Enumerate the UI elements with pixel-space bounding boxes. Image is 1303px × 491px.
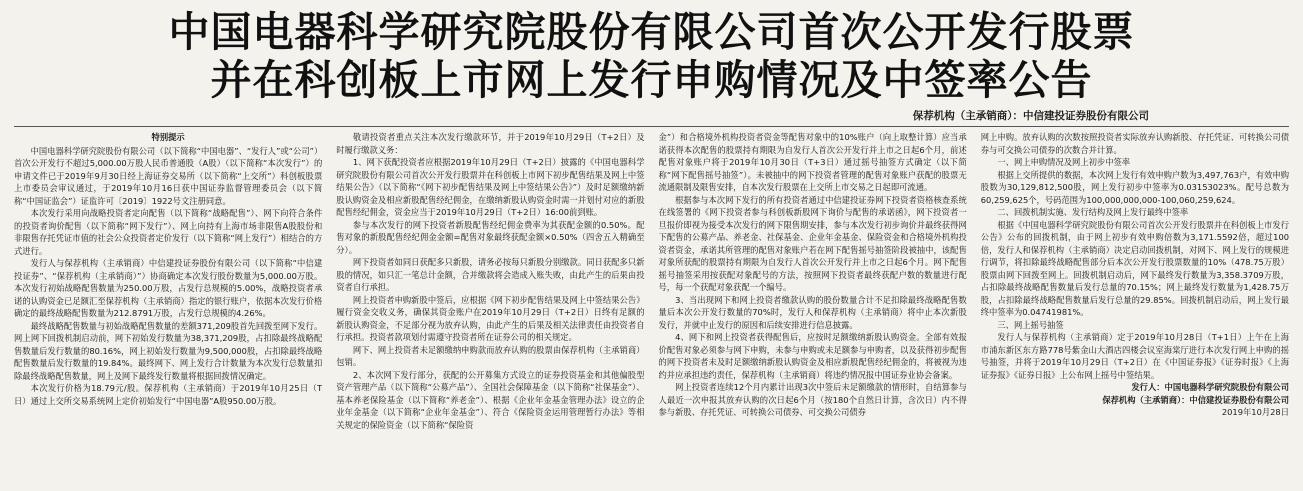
paragraph: 网上申购。放弃认购的次数按照投资者实际放弃认购新股、存托凭证、可转换公司债券与可交换公司债券的次数合并计算。 (980, 132, 1289, 155)
paragraph: 根据《中国电器科学研究院股份有限公司首次公开发行股票并在科创板上市发行公告》公布的回拨机制，由于网上初步有效申购倍数为3,171.5592倍，超过100倍，发行人和保荐机构（主承销商）决定启动回拨机制，对网下、网上发行的规模进行调节，将扣除最终战略配售部分后本次公开发行股票数量的10%（478.75万股）股票由网下回拨至网上。回拨机制启动后，网下最终发行数量为3,358.3709万股，占扣除最终战略配售数量后发行总量的70.15%；网上最终发行数量为1,428.75万股，占扣除最终战略配售数量后发行总量的29.85%。回拨机制启动后，网上发行最终中签率为0.04741981%。 (980, 219, 1289, 317)
paragraph: 参与本次发行的网下投资者新股配售经纪佣金费率为其获配金额的0.50%。配售对象的新股配售经纪佣金金额=配售对象最终获配金额×0.50%（四舍五入精确至分）。 (336, 219, 645, 255)
divider (14, 126, 1289, 127)
section-heading: 三、网上摇号抽签 (997, 319, 1064, 330)
paragraph: 网上投资者申购新股中签后，应根据《网下初步配售结果及网上中签结果公告》履行资金交收义务，确保其资金账户在2019年10月29日（T+2日）日终有足额的新股认购资金，不足部分视为放弃认购，由此产生的后果及相关法律责任由投资者自行承担。投资者款项划付需遵守投资者所在证券公司的相关规定。 (336, 294, 645, 342)
section-heading: 二、回拨机制实施、发行结构及网上发行最终中签率 (997, 207, 1189, 217)
paragraph: 3、当出现网下和网上投资者缴款认购的股份数量合计不足扣除最终战略配售数量后本次公开发行数量的70%时，发行人和保荐机构（主承销商）将中止本次新股发行，并就中止发行的原因和后续安排进行信息披露。 (658, 294, 967, 330)
paragraph: 网下投资者如同日获配多只新股，请务必按每只新股分别缴款。同日获配多只新股的情况，如只汇一笔总计金额，合并缴款将会造成入账失败，由此产生的后果由投资者自行承担。 (336, 257, 645, 292)
headline-line-2: 并在科创板上市网上发行申购情况及中签率公告 (210, 56, 1093, 104)
paragraph: 网上投资者连续12个月内累计出现3次中签后未足额缴款的情形时，自结算参与人最近一次申报其放弃认购的次日起6个月（按180个自然日计算，含次日）内不得参与新股、存托凭证、可转换公司债券、可交换公司债券 (658, 382, 967, 417)
paragraph: 4、网下和网上投资者获得配售后，应按时足额缴纳新股认购资金。全部有效报价配售对象必须参与网下申购，未参与申购或未足额参与申购者，以及获得初步配售的网下投资者未及时足额缴纳新股认购资金及相应新股配售经纪佣金的，将被视为违约并应承担违约责任，保荐机构（主承销商）将违约情况报中国证券业协会备案。 (658, 332, 967, 380)
special-notice-title: 特别提示 (151, 132, 185, 142)
column-4 (981, 131, 1289, 491)
paragraph: 中国电器科学研究院股份有限公司（以下简称“中国电器”、“发行人”或“公司”）首次公开发行不超过5,000.00万股人民币普通股（A股）（以下简称“本次发行”）的申请文件已于2019年9月30日经上海证券交易所（以下简称“上交所”）科创板股票上市委员会审议通过，于2019年10月16日获中国证券监督管理委员会（以下简称“中国证监会”）证监许可〔2019〕1922号文注册同意。 (14, 145, 323, 206)
paragraph: 金”）和合格境外机构投资者资金等配售对象中的10%账户（向上取整计算）应当承诺获得本次配售的股票持有期限为自发行人首次公开发行并上市之日起6个月，前述配售对象账户将于2019年10月30日（T+3日）通过摇号抽签方式确定（以下简称“网下配售摇号抽签”）。未被抽中的网下投资者管理的配售对象账户获配的股票无流通限制及限售安排，自本次发行股票在上交所上市交易之日起即可流通。 (658, 132, 967, 192)
paragraph: 发行人与保荐机构（主承销商）中信建投证券股份有限公司（以下简称“中信建投证券”、“保荐机构（主承销商）”）协商确定本次发行股份数量为5,000.00万股。本次发行初始战略配售数量为250.00万股，占发行总规模的5.00%，战略投资者承诺的认购资金已足额汇至保荐机构（主承销商）指定的银行账户，依据本次发行价格确定的最终战略配售数量为212.8791万股，占发行总规模的4.26%。 (14, 258, 323, 318)
issuer-signature: 发行人：中国电器科学研究院股份有限公司 (1131, 382, 1289, 392)
paragraph: 发行人与保荐机构（主承销商）定于2019年10月28日（T+1日）上午在上海市浦东新区东方路778号紫金山大酒店四楼会议室海棠厅进行本次发行网上申购的摇号抽签，并将于2019年10月29日（T+2日）在《中国证券报》《证券时报》《上海证券报》《证券日报》上公布网上摇号中签结果。 (980, 332, 1289, 380)
section-heading: 一、网上申购情况及网上初步中签率 (997, 157, 1131, 167)
paragraph: 敬请投资者重点关注本次发行缴款环节，并于2019年10月29日（T+2日）及时履行缴款义务： (336, 132, 645, 155)
paragraph: 本次发行采用向战略投资者定向配售（以下简称“战略配售”）、网下向符合条件的投资者询价配售（以下简称“网下发行”）、网上向持有上海市场非限售A股股份和非限售存托凭证市值的社会公众投资者定价发行（以下简称“网上发行”）相结合的方式进行。 (14, 208, 323, 256)
body-columns (14, 131, 1289, 491)
paragraph: 本次发行价格为18.79元/股。保荐机构（主承销商）于2019年10月25日（T日）通过上交所交易系统网上定价初始发行“中国电器”A股950.00万股。 (14, 383, 323, 406)
announcement-date: 2019年10月28日 (1221, 407, 1289, 417)
paragraph: 最终战略配售数量与初始战略配售数量的差额371,209股首先回拨至网下发行。网上网下回拨机制启动前，网下初始发行数量为38,371,209股，占扣除最终战略配售数量后发行数量的80.16%，网上初始发行数量为9,500,000股，占扣除最终战略配售数量后发行数量的19.84%。最终网下、网上发行合计数量为本次发行总数量扣除最终战略配售数量，网上及网下最终发行数量将根据回拨情况确定。 (14, 320, 323, 381)
paragraph: 根据上交所提供的数据，本次网上发行有效申购户数为3,497,763户，有效申购股数为30,129,812,500股，网上发行初步中签率为0.03153023%。配号总数为60,259,625个，号码范围为100,000,000,000-100,060,259,624。 (980, 169, 1289, 205)
headline-line-1: 中国电器科学研究院股份有限公司首次公开发行股票 (168, 8, 1135, 56)
column-2 (336, 131, 644, 491)
headline (14, 8, 1289, 104)
paragraph: 2、本次网下发行部分，获配的公开募集方式设立的证券投资基金和其他偏股型资产管理产品（以下简称“公募产品”）、全国社会保障基金（以下简称“社保基金”）、基本养老保险基金（以下简称“养老金”）、根据《企业年金基金管理办法》设立的企业年金基金（以下简称“企业年金基金”）、符合《保险资金运用管理暂行办法》等相关规定的保险资金（以下简称“保险资 (336, 369, 645, 430)
paragraph: 1、网下获配投资者应根据2019年10月29日（T+2日）披露的《中国电器科学研究院股份有限公司首次公开发行股票并在科创板上市网下初步配售结果及网上中签结果公告》（以下简称“《网下初步配售结果及网上中签结果公告》”）及时足额缴纳新股认购资金及相应新股配售经纪佣金，在缴纳新股认购资金时需一并划付对应的新股配售经纪佣金，资金应当于2019年10月29日（T+2日）16:00前到账。 (336, 157, 645, 217)
column-1 (14, 131, 322, 491)
paragraph: 网下、网上投资者未足额缴纳申购款而放弃认购的股票由保荐机构（主承销商）包销。 (336, 344, 645, 367)
column-3 (659, 131, 967, 491)
paragraph: 根据参与本次网下发行的所有投资者通过中信建投证券网下投资者资格核查系统在线签署的《网下投资者参与科创板新股网下询价与配售的承诺函》，网下投资者一旦报价即视为接受本次发行的网下限售期安排，参与本次发行初步询价并最终获得网下配售的公募产品、养老金、社保基金、企业年金基金、保险资金和合格境外机构投资者资金，承诺其所管理的配售对象账户若在网下配售摇号抽签阶段被抽中，该配售对象所获配的股票持有期限为自发行人首次公开发行并上市之日起6个月。网下配售摇号抽签采用按获配对象配号的方法，按照网下投资者最终获配户数的数量进行配号，每一个获配对象获配一个编号。 (658, 194, 967, 292)
sponsor-line: 保荐机构（主承销商）：中信建投证券股份有限公司 (912, 110, 1149, 122)
sponsor-signature: 保荐机构（主承销商）：中信建投证券股份有限公司 (1102, 394, 1289, 405)
